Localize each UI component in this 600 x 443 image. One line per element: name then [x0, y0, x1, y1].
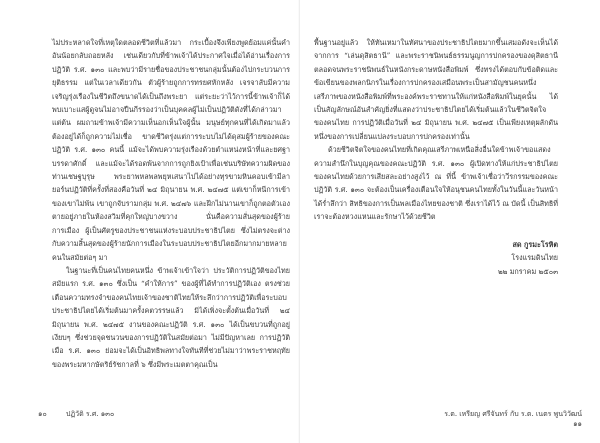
left-text-column	[52, 36, 290, 371]
right-footer	[440, 409, 582, 429]
right-page-number: ๑๑	[573, 420, 582, 428]
left-footer	[38, 409, 288, 419]
right-paragraph-2: ด้วยชีวิตจิตใจของคนไทยที่เกิดคุณเสรีภาพเหนือสิ่งอื่นใดข้าพเจ้าขอแสดงความสำนึกในบุญคุณของคณะปฏิวัติ ร.ศ. ๑๓๐ ผู้เปิดทางให้แก่ประชาธิปไตยของคนไทยด้วยการเสียสละอย่างสูงไว้ ณ ที่นี้ ข้าพเจ้าเชื่อว่าวีรกรรมของคณะปฏิวัติ ร.ศ. ๑๓๐ จะต้องเป็นเครื่องเตือนใจให้อนุชนคนไทยทั้งในวันนี้และวันหน้าได้ร่ำลึกว่า สิทธิของการเป็นพลเมืองไทยของชาติ ซึ่งเราได้ไว้ ณ บัดนี้ เป็นสิทธิที่เราจะต้องหวงแหนและรักษาไว้ด้วยชีวิต	[314, 145, 558, 222]
left-page-number: ๑๐	[38, 410, 47, 418]
right-text-column	[314, 36, 558, 278]
signature-date: ๒๒ มกราคม ๒๕๐๓	[497, 266, 558, 276]
right-running-title: ร.ต. เหรียญ ศรีจันทร์ กับ ร.ต. เนตร พูนวิวัฒน์	[444, 410, 582, 418]
left-paragraph-1: ไม่ประหลาดใจที่เหตุใดตลอดชีวิตที่แล้วมา กระเบื้องจึงเพียงพูดย้อมแค่นั้นคำอันน้อยกลับถอยหลัง เช่นเดียวกับที่ข้าพเจ้าได้ประกาศใจเมื่อได้อ่านเรื่องการปฏิวัติ ร.ศ. ๑๓๐ และพบว่ามีรายชื่อของประชาชนกลุ่มนั้นต้องไปกระบวนการยุติธรรม แต่ในเวลาเดียวกัน ตัวผู้ร้ายถูกการทรยศหักหลัง เจรจาลับมีความเจริญรุ่งเรืองในชีวิตถึงขนาดได้เป็นถึงพระยา แต่ระยะว่าไว้การนี้ข้าพเจ้าก็ได้พบเบาะแสผู้ดูจนไม่อาจปืนกีรรองว่าเป็นบุคคลผู้ไม่เป็นปฏิวัติดังที่ได้กล่าวมาแต่ต้น ผมถามข้าพเจ้ามีความเห็นอกเห็นใจผู้นั้น มนุษย์ทุกคนที่ได้เกิดมาแล้วต้องอยู่ได้ก็ถูกความไม่เชื่อ ขาดชีวิตรุ่งแต่การระบบไม่ได้ดุสมผู้ร้ายของคณะปฏิวัติ ร.ศ. ๑๓๐ คนนี้ แม้จะได้พบความรุ่งเรืองด้วยตำแหน่งหน้าที่และยศฐาบรรดาศักดิ์ และแม้จะได้รอดพ้นจากการถูกยิงเป้าเพื่อเช่นบริษัทความผิดของท่านเชษฐบุรุษ พระยาพหลพลพยุหเสนาไปได้อย่างทุรขามหินคอบเข้ามีลายอร์นปฏิวัติที่ครั้งที่สองคือวันที่ ๒๔ มิถุนายน พ.ศ. ๒๔๗๕ แต่เขาก็หนีการเข้าของเขาไม่พ้น เขาถูกจับรามกลุ่ม พ.ศ. ๒๔๗๖ และฝีกไม่นานเขาก็ถูกตอตัวเองตายอยู่ภายในห้องสวิมที่คุกใหญ่บางขวาง นั่นคือความสั่นสุดของผู้ร้ายการเมือง ผู้เป็นศัตรูของประชาชนแห่งระบอบประชาธิปไตย ซึ่งไม่ตรงจะต่างกับความสิ้นสุดของผู้ร้ายนักการเมืองในระบอบประชาธิปไตยอีกมากมายหลายคนในสมัยต่อๆ มา	[52, 38, 290, 262]
right-paragraph-1: พื้นฐานอยู่แล้ว ให้ทันเหมาในทัศนาของประชาธิปไตยมากขึ้นเสมอดังจะเห็นได้จากการ “เล่นดุสิตธานี” และพระราชนิพนธ์ธรรมนูญการปกครองของดุสิตธานี ตลอดจนพระราชนิพนธ์ในหนังกระดาษหนังสือพิมพ์ ซึ่งทรงได้ตอบกับข้อติดและข้อเขียนของพลกนิกรในเรื่องการปกครองเสมือนพระเป็นสามัญชนคนหนึ่ง เสรีภาพของหนังสือพิมพ์ที่พระองค์พระราชทานให้แก่หนังสือพิมพ์ในยุคนั้น ได้เป็นสัญลักษณ์อันสำคัญยิ่งที่แสดงว่าประชาธิปไตยได้เริ่มต้นแล้วในชีวิตจิตใจของคนไทย การปฏิวัติเมื่อวันที่ ๒๔ มิถุนายน พ.ศ. ๒๔๗๕ เป็นเพียงเหตุผลักดันหนึ่งของการเปลี่ยนแปลงระบอบการปกครองเท่านั้น	[314, 38, 558, 141]
signature-name: สด กูรมะโรหิต	[512, 239, 558, 249]
right-page	[300, 0, 600, 443]
left-running-title: ปฏิวัติ ร.ศ. ๑๓๐	[66, 410, 115, 418]
signature-location: โรงแรมดินไทย	[511, 253, 558, 263]
left-paragraph-2: ในฐานะที่เป็นคนไทยคนหนึ่ง ข้าพเจ้าเข้าใจว่า ประวัติการปฏิวัติของไทยสมัยแรก ร.ศ. ๑๓๐ ซึ่งเป็น “คำให้การ” ของผู้ที่ได้ทำการปฏิวัติเอง ตรงช่วยเตือนความทรงจำของคนไทยเจ้าของชาติไทยให้ระลึกว่าการปฏิวัติเพื่อระบอบประชาธิปไตยได้เริ่มต้นมาครั้งคตวรรษแล้ว มิได้เพิ่งจะตั้งต้นเมื่อวันที่ ๒๔ มิถุนายน พ.ศ. ๒๔๗๕ งานของคณะปฏิวัติ ร.ศ. ๑๓๐ ได้เป็นขบวนที่ถูกอยู่เงียบๆ ซึ่งช่วยจุดชนวนของการปฏิวัติในสมัยต่อมา ไม่มีปัญหาเลย การปฏิวัติเมือ ร.ศ. ๑๓๐ ย่อมจะได้เป็นอิทธิพลทางใจทันทีที่ช่วยไม่มาว่าพระราชหฤทัยของพระมหากษัตริย์รัชกาลที่ ๖ ซึ่งมีพระเมตตาคุณเป็น	[52, 265, 290, 369]
signature-block	[314, 238, 558, 278]
